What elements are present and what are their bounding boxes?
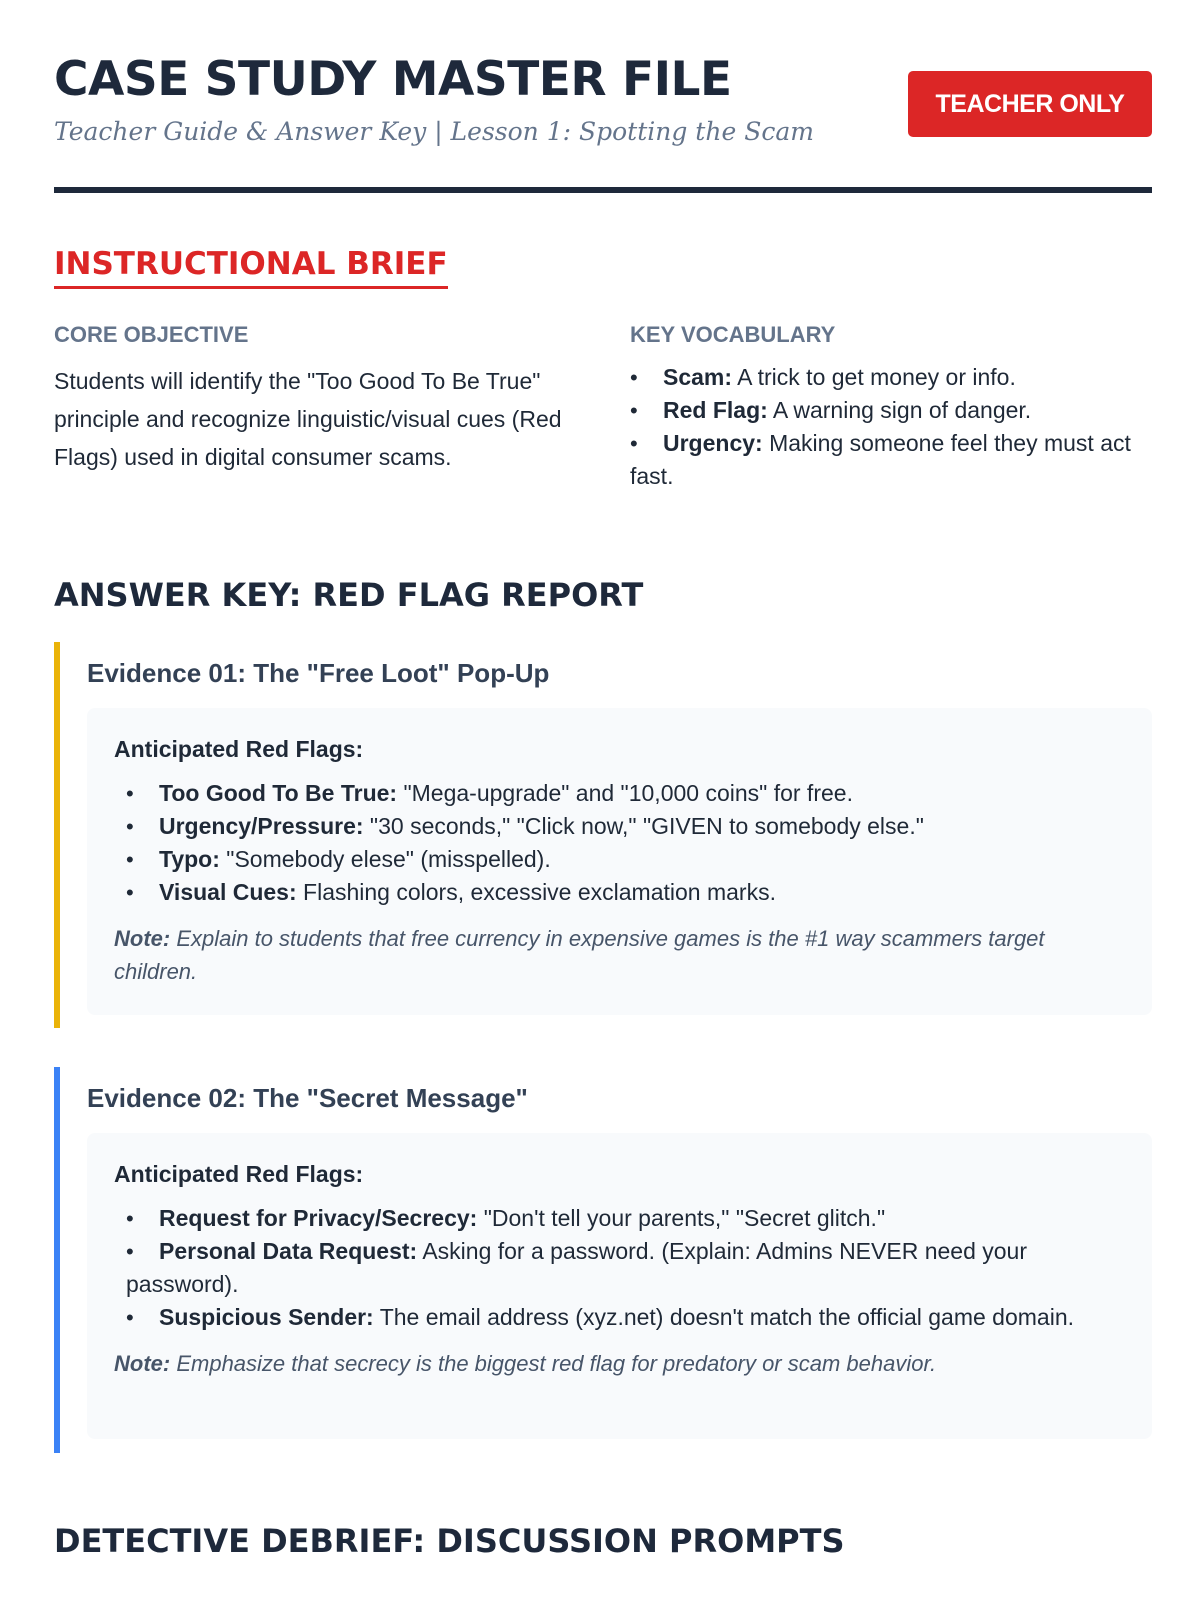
core-objective-heading: CORE OBJECTIVE [54,322,249,347]
bullet-icon [126,1202,159,1235]
core-objective-text: Students will identify the "Too Good To Be True" principle and recognize linguistic/visual cues (Red Flags) used in digital consumer scams. [54,368,562,470]
bullet-icon [630,394,663,427]
document-subtitle: Teacher Guide & Answer Key | Lesson 1: Spotting the Scam [54,117,814,146]
vocabulary-term: Urgency: [663,430,763,456]
note-label: Note: [114,1351,171,1376]
red-flag-label: Request for Privacy/Secrecy: [159,1205,478,1231]
vocabulary-definition: Making someone feel they must act fast. [630,430,1131,489]
vocabulary-definition: A warning sign of danger. [767,397,1032,423]
bullet-icon [126,810,159,843]
red-flag-label: Urgency/Pressure: [159,813,364,839]
red-flag-text: "Mega-upgrade" and "10,000 coins" for free. [397,780,853,806]
evidence-card-01 [54,642,1152,1028]
red-flag-item [114,810,1126,843]
detective-debrief-heading: DETECTIVE DEBRIEF: DISCUSSION PROMPTS [54,1522,845,1560]
flags-label: Anticipated Red Flags: [114,736,364,762]
bullet-icon [126,876,159,909]
red-flag-item [114,843,1126,876]
vocabulary-term: Red Flag: [663,397,768,423]
vocabulary-item [630,361,1150,394]
evidence-details-box [87,1133,1152,1439]
red-flag-label: Personal Data Request: [159,1238,418,1264]
red-flag-label: Visual Cues: [159,879,297,905]
red-flag-text: "30 seconds," "Click now," "GIVEN to somebody else." [363,813,924,839]
teacher-note [114,1347,1126,1380]
red-flag-text: "Somebody elese" (misspelled). [219,846,551,872]
vocabulary-term: Scam: [663,364,733,390]
teacher-guide-page [54,0,1152,1560]
bullet-icon [630,427,663,460]
red-flag-text: The email address (xyz.net) doesn't match the official game domain. [373,1304,1074,1330]
red-flag-label: Typo: [159,846,220,872]
red-flag-item [114,1235,1126,1301]
note-label: Note: [114,926,171,951]
red-flag-item [114,1202,1126,1235]
note-text: Explain to students that free currency in expensive games is the #1 way scammers target children. [114,926,1045,984]
document-title: CASE STUDY MASTER FILE [54,52,732,107]
red-flag-text: Asking for a password. (Explain: Admins NEVER need your password). [126,1238,1027,1297]
evidence-details-box [87,708,1152,1015]
evidence-title: Evidence 01: The "Free Loot" Pop-Up [87,658,550,688]
bullet-icon [126,1235,159,1268]
red-flag-label: Too Good To Be True: [159,780,398,806]
red-flag-item [114,777,1126,810]
note-text: Emphasize that secrecy is the biggest red flag for predatory or scam behavior. [170,1351,937,1376]
evidence-title: Evidence 02: The "Secret Message" [87,1083,528,1113]
vocabulary-definition: A trick to get money or info. [732,364,1016,390]
vocabulary-item [630,427,1150,493]
evidence-accent-bar [54,642,60,1028]
flags-label: Anticipated Red Flags: [114,1161,364,1187]
red-flag-item [114,876,1126,909]
red-flag-item [114,1301,1126,1334]
bullet-icon [630,361,663,394]
red-flag-list [114,777,1126,909]
bullet-icon [126,843,159,876]
red-flag-text: Flashing colors, excessive exclamation marks. [296,879,776,905]
bullet-icon [126,777,159,810]
red-flag-text: "Don't tell your parents," "Secret glitch." [477,1205,886,1231]
teacher-only-badge: TEACHER ONLY [908,71,1152,137]
bullet-icon [126,1301,159,1334]
key-vocabulary-heading: KEY VOCABULARY [630,322,836,347]
teacher-note [114,922,1126,988]
document-header [54,0,1152,193]
red-flag-label: Suspicious Sender: [159,1304,374,1330]
vocabulary-list [630,361,1150,493]
instructional-brief-heading: INSTRUCTIONAL BRIEF [54,246,448,289]
evidence-card-02 [54,1067,1152,1453]
evidence-accent-bar [54,1067,60,1453]
vocabulary-item [630,394,1150,427]
answer-key-heading: ANSWER KEY: RED FLAG REPORT [54,576,644,614]
red-flag-list [114,1202,1126,1334]
